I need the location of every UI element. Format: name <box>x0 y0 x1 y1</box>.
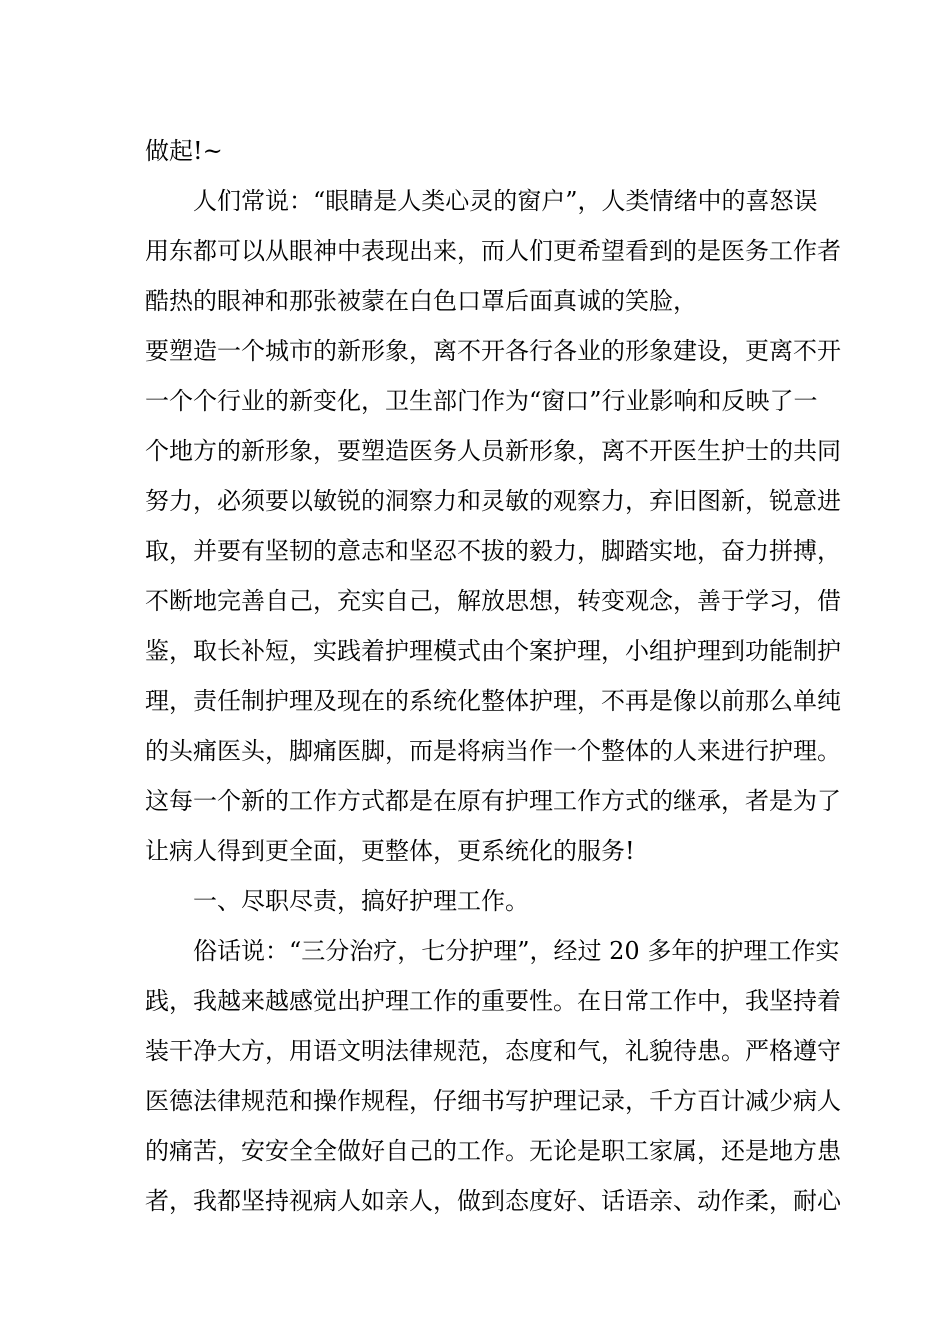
text-line: 的痛苦，安安全全做好自己的工作。无论是职工家属，还是地方患 <box>145 1137 841 1165</box>
text-line: 用东都可以从眼神中表现出来，而人们更希望看到的是医务工作者 <box>145 237 841 265</box>
text-line: 医德法律规范和操作规程，仔细书写护理记录，千方百计减少病人 <box>145 1087 841 1115</box>
text-line: 这每一个新的工作方式都是在原有护理工作方式的继承，者是为了 <box>145 787 841 815</box>
text-line: 践，我越来越感觉出护理工作的重要性。在日常工作中，我坚持着 <box>145 987 841 1015</box>
text-line: 的头痛医头，脚痛医脚，而是将病当作一个整体的人来进行护理。 <box>145 737 841 765</box>
text-line: 不断地完善自己，充实自己，解放思想，转变观念，善于学习，借 <box>145 587 841 615</box>
text-line: 个地方的新形象，要塑造医务人员新形象，离不开医生护士的共同 <box>145 437 841 465</box>
text-line: 做起!~ <box>145 137 223 165</box>
text-line: 一个个行业的新变化，卫生部门作为“窗口”行业影响和反映了一 <box>145 387 818 415</box>
text-line: 努力，必须要以敏锐的洞察力和灵敏的观察力，弃旧图新，锐意进 <box>145 487 841 515</box>
text-line: 者，我都坚持视病人如亲人，做到态度好、话语亲、动作柔，耐心 <box>145 1187 841 1215</box>
text-line: 理，责任制护理及现在的系统化整体护理，不再是像以前那么单纯 <box>145 687 841 715</box>
text-line: 让病人得到更全面，更整体，更系统化的服务! <box>145 837 635 865</box>
text-line: 鉴，取长补短，实践着护理模式由个案护理，小组护理到功能制护 <box>145 637 841 665</box>
text-line: 要塑造一个城市的新形象，离不开各行各业的形象建设，更离不开 <box>145 337 841 365</box>
text-line: 装干净大方，用语文明法律规范，态度和气，礼貌待患。严格遵守 <box>145 1037 841 1065</box>
section-heading: 一、尽职尽责，搞好护理工作。 <box>145 887 529 915</box>
text-line: 人们常说：“眼睛是人类心灵的窗户”，人类情绪中的喜怒误 <box>145 187 818 215</box>
text-line: 取，并要有坚韧的意志和坚忍不拔的毅力，脚踏实地，奋力拼搏， <box>145 537 841 565</box>
text-line: 酷热的眼神和那张被蒙在白色口罩后面真诚的笑脸， <box>145 287 697 315</box>
text-line: 俗话说：“三分治疗，七分护理”，经过 20 多年的护理工作实 <box>145 937 840 965</box>
